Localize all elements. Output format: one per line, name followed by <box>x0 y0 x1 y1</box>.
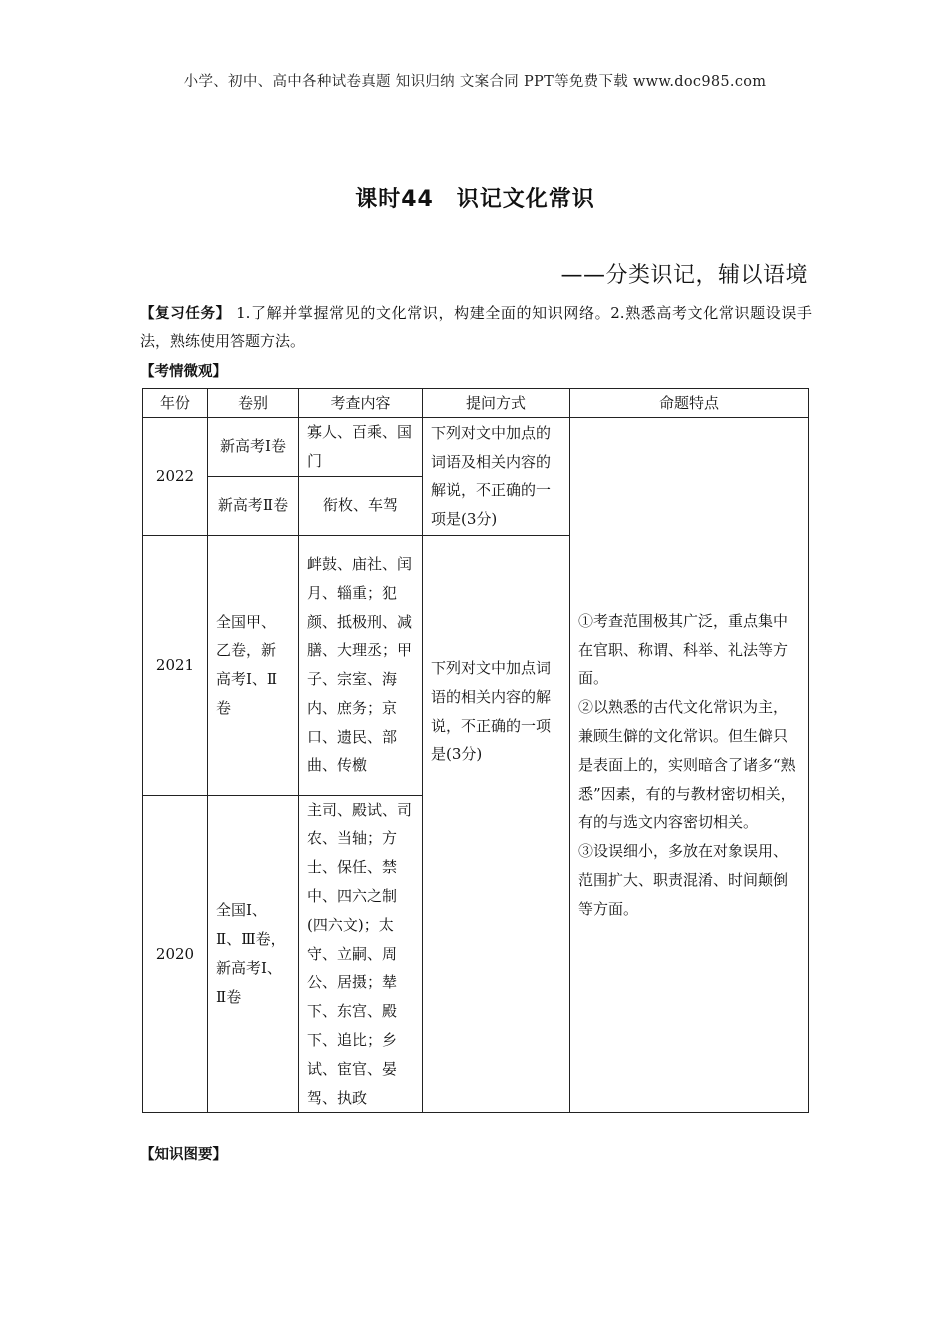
content-cell: 主司、殿试、司农、当轴；方士、保任、禁中、四六之制(四六文)；太守、立嗣、周公、居摄；辇下、东宫、殿下、追比；乡试、宦官、晏驾、执政 <box>299 795 423 1113</box>
feature-item: ②以熟悉的古代文化常识为主，兼顾生僻的文化常识。但生僻只是表面上的，实则暗含了诸多“熟悉”因素，有的与教材密切相关，有的与选文内容密切相关。 <box>578 698 796 832</box>
feature-item: ①考查范围极其广泛，重点集中在官职、称谓、科举、礼法等方面。 <box>578 611 789 688</box>
features-cell <box>570 418 809 1113</box>
header-paper: 卷别 <box>208 389 299 418</box>
question-cell: 下列对文中加点的词语及相关内容的解说，不正确的一项是(3分) <box>423 418 570 536</box>
table-header-row <box>143 389 809 418</box>
feature-item: ③设误细小，多放在对象误用、范围扩大、职责混淆、时间颠倒等方面。 <box>578 842 789 918</box>
paper-cell: 全国甲、乙卷，新高考Ⅰ、Ⅱ卷 <box>208 535 299 795</box>
page-title: 课时44 识记文化常识 <box>355 187 595 212</box>
header-question: 提问方式 <box>423 389 570 418</box>
content-cell: 衅鼓、庙社、闰月、辎重；犯颜、抵极刑、减膳、大理丞；甲子、宗室、海内、庶务；京口、遗民、部曲、传檄 <box>299 535 423 795</box>
question-cell <box>423 535 570 1113</box>
year-cell: 2020 <box>143 795 208 1113</box>
paper-cell: 新高考Ⅰ卷 <box>208 418 299 477</box>
paper-cell: 全国Ⅰ、Ⅱ、Ⅲ卷，新高考Ⅰ、Ⅱ卷 <box>208 795 299 1113</box>
header-features: 命题特点 <box>570 389 809 418</box>
exam-section-label: 【考情微观】 <box>140 364 227 380</box>
paper-cell: 新高考Ⅱ卷 <box>208 476 299 535</box>
table-row <box>143 418 809 477</box>
content-cell: 寡人、百乘、国门 <box>299 418 423 477</box>
page-subtitle: ——分类识记，辅以语境 <box>560 263 808 288</box>
review-task-text: 1.了解并掌握常见的文化常识，构建全面的知识网络。2.熟悉高考文化常识题设误手法，熟练使用答题方法。 <box>140 304 812 350</box>
year-cell: 2021 <box>143 535 208 795</box>
header-year: 年份 <box>143 389 208 418</box>
year-cell: 2022 <box>143 418 208 536</box>
review-task-paragraph <box>140 300 812 355</box>
header-content: 考查内容 <box>299 389 423 418</box>
exam-analysis-table <box>142 388 809 1113</box>
page-header: 小学、初中、高中各种试卷真题 知识归纳 文案合同 PPT等免费下载 www.doc985.com <box>183 74 767 90</box>
knowledge-section-label: 【知识图要】 <box>140 1147 227 1163</box>
question-text: 下列对文中加点词语的相关内容的解说，不正确的一项是(3分) <box>431 658 552 764</box>
review-task-label: 【复习任务】 <box>140 306 231 322</box>
content-cell: 衔枚、车驾 <box>299 476 423 535</box>
